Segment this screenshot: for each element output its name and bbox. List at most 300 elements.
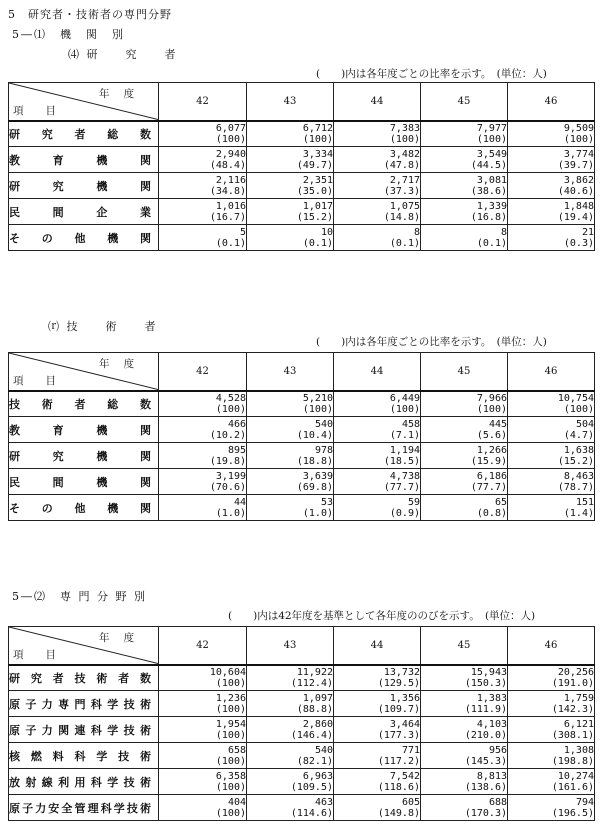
count-value: 1,759 bbox=[563, 692, 594, 704]
ratio-value: (40.6) bbox=[557, 185, 594, 197]
item-label: 項目 bbox=[13, 104, 78, 117]
ratio-value: (100) bbox=[215, 755, 246, 767]
year-header: 42 bbox=[159, 83, 247, 121]
ratio-value: (5.6) bbox=[476, 429, 507, 441]
value-cell bbox=[334, 391, 421, 417]
value-cell bbox=[159, 769, 247, 795]
row-label-text: 教育機関 bbox=[9, 423, 151, 437]
row-label bbox=[9, 743, 159, 769]
ratio-value: (37.3) bbox=[383, 185, 420, 197]
ratio-value: (146.4) bbox=[290, 729, 333, 741]
corner-header-cell bbox=[9, 83, 159, 121]
value-cell bbox=[247, 691, 334, 717]
ratio-value: (100) bbox=[215, 729, 246, 741]
ratio-value: (145.3) bbox=[464, 755, 507, 767]
count-value: 7,542 bbox=[389, 770, 420, 782]
count-value: 466 bbox=[227, 418, 246, 430]
table1-note: ( )内は各年度ごとの比率を示す。 (単位：人) bbox=[316, 68, 547, 80]
corner-header-cell bbox=[9, 627, 159, 665]
value-cell bbox=[247, 717, 334, 743]
ratio-value: (77.7) bbox=[383, 481, 420, 493]
count-value: 3,199 bbox=[215, 470, 246, 482]
row-label bbox=[9, 199, 159, 225]
value-cell bbox=[421, 417, 508, 443]
value-cell bbox=[508, 417, 595, 443]
table-row bbox=[9, 495, 595, 521]
value-cell bbox=[508, 443, 595, 469]
value-cell bbox=[247, 495, 334, 521]
value-cell bbox=[508, 665, 595, 691]
count-value: 3,549 bbox=[476, 148, 507, 160]
count-value: 3,081 bbox=[476, 174, 507, 186]
count-value: 4,738 bbox=[389, 470, 420, 482]
ratio-value: (138.6) bbox=[464, 781, 507, 793]
count-value: 1,194 bbox=[389, 444, 420, 456]
count-value: 9,509 bbox=[563, 122, 594, 134]
value-cell bbox=[421, 225, 508, 251]
ratio-value: (100) bbox=[563, 133, 594, 145]
ratio-value: (100) bbox=[302, 133, 333, 145]
ratio-value: (109.7) bbox=[377, 703, 420, 715]
ratio-value: (88.8) bbox=[296, 703, 333, 715]
count-value: 1,356 bbox=[389, 692, 420, 704]
year-header: 45 bbox=[421, 627, 508, 665]
value-cell bbox=[508, 225, 595, 251]
ratio-value: (170.3) bbox=[464, 807, 507, 819]
value-cell bbox=[508, 121, 595, 147]
value-cell bbox=[421, 717, 508, 743]
subsection-title-institution: 5―⑴ 機 関 別 bbox=[12, 28, 125, 41]
value-cell bbox=[334, 691, 421, 717]
value-cell bbox=[421, 199, 508, 225]
ratio-value: (308.1) bbox=[551, 729, 594, 741]
value-cell bbox=[159, 173, 247, 199]
ratio-value: (49.7) bbox=[296, 159, 333, 171]
ratio-value: (77.7) bbox=[470, 481, 507, 493]
row-label-text: 核燃料科学技術 bbox=[9, 749, 151, 763]
subsection-title-field: 5―⑵ 専 門 分 野 別 bbox=[12, 590, 147, 603]
year-label: 年度 bbox=[99, 88, 148, 100]
row-label bbox=[9, 391, 159, 417]
count-value: 2,940 bbox=[215, 148, 246, 160]
ratio-value: (150.3) bbox=[464, 677, 507, 689]
ratio-value: (34.8) bbox=[209, 185, 246, 197]
count-value: 3,639 bbox=[302, 470, 333, 482]
ratio-value: (149.8) bbox=[377, 807, 420, 819]
count-value: 5,210 bbox=[302, 392, 333, 404]
count-value: 1,016 bbox=[215, 200, 246, 212]
count-value: 445 bbox=[488, 418, 507, 430]
ratio-value: (44.5) bbox=[470, 159, 507, 171]
count-value: 540 bbox=[314, 418, 333, 430]
count-value: 13,732 bbox=[383, 666, 420, 678]
value-cell bbox=[421, 769, 508, 795]
ratio-value: (210.0) bbox=[464, 729, 507, 741]
year-header: 43 bbox=[247, 353, 334, 391]
count-value: 605 bbox=[401, 796, 420, 808]
table-row bbox=[9, 417, 595, 443]
ratio-value: (78.7) bbox=[557, 481, 594, 493]
ratio-value: (114.6) bbox=[290, 807, 333, 819]
count-value: 15,943 bbox=[470, 666, 507, 678]
count-value: 6,186 bbox=[476, 470, 507, 482]
count-value: 6,121 bbox=[563, 718, 594, 730]
value-cell bbox=[159, 391, 247, 417]
row-label-text: 教育機関 bbox=[9, 153, 151, 167]
table3-note: ( )内は42年度を基準として各年度ののびを示す。 (単位：人) bbox=[228, 610, 536, 622]
value-cell bbox=[334, 717, 421, 743]
count-value: 895 bbox=[227, 444, 246, 456]
ratio-value: (100) bbox=[563, 403, 594, 415]
value-cell bbox=[334, 199, 421, 225]
ratio-value: (100) bbox=[215, 807, 246, 819]
count-value: 6,358 bbox=[215, 770, 246, 782]
count-value: 6,449 bbox=[389, 392, 420, 404]
count-value: 1,848 bbox=[563, 200, 594, 212]
ratio-value: (15.2) bbox=[296, 211, 333, 223]
count-value: 7,977 bbox=[476, 122, 507, 134]
value-cell bbox=[159, 417, 247, 443]
ratio-value: (18.5) bbox=[383, 455, 420, 467]
ratio-value: (177.3) bbox=[377, 729, 420, 741]
value-cell bbox=[421, 443, 508, 469]
ratio-value: (70.6) bbox=[209, 481, 246, 493]
value-cell bbox=[334, 417, 421, 443]
row-label-text: その他機関 bbox=[9, 231, 151, 245]
ratio-value: (109.5) bbox=[290, 781, 333, 793]
value-cell bbox=[421, 469, 508, 495]
count-value: 7,966 bbox=[476, 392, 507, 404]
value-cell bbox=[508, 147, 595, 173]
value-cell bbox=[508, 173, 595, 199]
ratio-value: (1.0) bbox=[215, 507, 246, 519]
table-row bbox=[9, 199, 595, 225]
count-value: 2,860 bbox=[302, 718, 333, 730]
value-cell bbox=[421, 121, 508, 147]
value-cell bbox=[508, 795, 595, 821]
year-header: 46 bbox=[508, 353, 595, 391]
value-cell bbox=[334, 225, 421, 251]
value-cell bbox=[247, 225, 334, 251]
row-label-text: 原子力安全管理科学技術 bbox=[9, 801, 151, 815]
count-value: 458 bbox=[401, 418, 420, 430]
value-cell bbox=[159, 469, 247, 495]
ratio-value: (15.9) bbox=[470, 455, 507, 467]
table1-heading: ⑷ 研 究 者 bbox=[68, 48, 178, 61]
row-label-text: 放射線利用科学技術 bbox=[9, 775, 151, 789]
table-row bbox=[9, 391, 595, 417]
row-label bbox=[9, 173, 159, 199]
row-label bbox=[9, 225, 159, 251]
count-value: 3,464 bbox=[389, 718, 420, 730]
value-cell bbox=[159, 795, 247, 821]
row-label-text: 民間企業 bbox=[9, 205, 151, 219]
count-value: 504 bbox=[575, 418, 594, 430]
table-row bbox=[9, 795, 595, 821]
row-label bbox=[9, 665, 159, 691]
ratio-value: (142.3) bbox=[551, 703, 594, 715]
ratio-value: (82.1) bbox=[296, 755, 333, 767]
ratio-value: (100) bbox=[215, 703, 246, 715]
year-label: 年度 bbox=[99, 358, 148, 370]
item-label: 項目 bbox=[13, 374, 78, 387]
ratio-value: (19.8) bbox=[209, 455, 246, 467]
year-header: 46 bbox=[508, 627, 595, 665]
row-label bbox=[9, 691, 159, 717]
ratio-value: (48.4) bbox=[209, 159, 246, 171]
value-cell bbox=[421, 391, 508, 417]
count-value: 10 bbox=[320, 226, 333, 238]
ratio-value: (39.7) bbox=[557, 159, 594, 171]
count-value: 688 bbox=[488, 796, 507, 808]
row-label bbox=[9, 795, 159, 821]
count-value: 65 bbox=[494, 496, 507, 508]
ratio-value: (69.8) bbox=[296, 481, 333, 493]
row-label bbox=[9, 147, 159, 173]
count-value: 1,638 bbox=[563, 444, 594, 456]
row-label-text: 研究機関 bbox=[9, 179, 151, 193]
count-value: 1,383 bbox=[476, 692, 507, 704]
year-header: 44 bbox=[334, 627, 421, 665]
value-cell bbox=[334, 495, 421, 521]
row-label bbox=[9, 769, 159, 795]
count-value: 794 bbox=[575, 796, 594, 808]
count-value: 8 bbox=[413, 226, 420, 238]
section-title: 5 研究者・技術者の専門分野 bbox=[8, 8, 172, 21]
count-value: 978 bbox=[314, 444, 333, 456]
ratio-value: (19.4) bbox=[557, 211, 594, 223]
year-header: 45 bbox=[421, 83, 508, 121]
row-label bbox=[9, 717, 159, 743]
ratio-value: (100) bbox=[215, 781, 246, 793]
ratio-value: (0.9) bbox=[389, 507, 420, 519]
count-value: 4,528 bbox=[215, 392, 246, 404]
ratio-value: (100) bbox=[215, 403, 246, 415]
year-header: 46 bbox=[508, 83, 595, 121]
row-label-text: 原子力関連科学技術 bbox=[9, 723, 151, 737]
value-cell bbox=[247, 147, 334, 173]
count-value: 3,482 bbox=[389, 148, 420, 160]
row-label bbox=[9, 443, 159, 469]
value-cell bbox=[334, 743, 421, 769]
count-value: 956 bbox=[488, 744, 507, 756]
ratio-value: (129.5) bbox=[377, 677, 420, 689]
ratio-value: (47.8) bbox=[383, 159, 420, 171]
ratio-value: (10.4) bbox=[296, 429, 333, 441]
ratio-value: (198.8) bbox=[551, 755, 594, 767]
count-value: 1,266 bbox=[476, 444, 507, 456]
value-cell bbox=[421, 743, 508, 769]
ratio-value: (38.6) bbox=[470, 185, 507, 197]
value-cell bbox=[247, 199, 334, 225]
count-value: 6,712 bbox=[302, 122, 333, 134]
count-value: 1,339 bbox=[476, 200, 507, 212]
ratio-value: (100) bbox=[389, 133, 420, 145]
year-header: 43 bbox=[247, 83, 334, 121]
table-row bbox=[9, 769, 595, 795]
corner-header-cell bbox=[9, 353, 159, 391]
value-cell bbox=[508, 199, 595, 225]
ratio-value: (14.8) bbox=[383, 211, 420, 223]
ratio-value: (1.0) bbox=[302, 507, 333, 519]
ratio-value: (1.4) bbox=[563, 507, 594, 519]
ratio-value: (10.2) bbox=[209, 429, 246, 441]
ratio-value: (100) bbox=[476, 133, 507, 145]
count-value: 5 bbox=[239, 226, 246, 238]
value-cell bbox=[247, 795, 334, 821]
value-cell bbox=[159, 443, 247, 469]
table-row bbox=[9, 225, 595, 251]
value-cell bbox=[334, 443, 421, 469]
value-cell bbox=[334, 147, 421, 173]
value-cell bbox=[247, 121, 334, 147]
row-label bbox=[9, 121, 159, 147]
count-value: 1,236 bbox=[215, 692, 246, 704]
count-value: 20,256 bbox=[557, 666, 594, 678]
table-row bbox=[9, 173, 595, 199]
count-value: 2,717 bbox=[389, 174, 420, 186]
ratio-value: (16.8) bbox=[470, 211, 507, 223]
count-value: 6,963 bbox=[302, 770, 333, 782]
value-cell bbox=[159, 121, 247, 147]
count-value: 1,017 bbox=[302, 200, 333, 212]
value-cell bbox=[508, 495, 595, 521]
table-row bbox=[9, 743, 595, 769]
ratio-value: (100) bbox=[215, 133, 246, 145]
ratio-value: (0.1) bbox=[476, 237, 507, 249]
ratio-value: (100) bbox=[476, 403, 507, 415]
count-value: 3,862 bbox=[563, 174, 594, 186]
ratio-value: (15.2) bbox=[557, 455, 594, 467]
value-cell bbox=[247, 443, 334, 469]
value-cell bbox=[334, 469, 421, 495]
ratio-value: (0.1) bbox=[215, 237, 246, 249]
row-label bbox=[9, 469, 159, 495]
value-cell bbox=[159, 691, 247, 717]
value-cell bbox=[421, 147, 508, 173]
value-cell bbox=[508, 691, 595, 717]
count-value: 1,097 bbox=[302, 692, 333, 704]
researchers-table bbox=[8, 82, 595, 251]
ratio-value: (100) bbox=[389, 403, 420, 415]
value-cell bbox=[159, 717, 247, 743]
ratio-value: (0.3) bbox=[563, 237, 594, 249]
ratio-value: (0.8) bbox=[476, 507, 507, 519]
row-label bbox=[9, 495, 159, 521]
count-value: 11,922 bbox=[296, 666, 333, 678]
value-cell bbox=[421, 665, 508, 691]
value-cell bbox=[421, 691, 508, 717]
value-cell bbox=[334, 665, 421, 691]
year-header: 44 bbox=[334, 353, 421, 391]
value-cell bbox=[334, 769, 421, 795]
count-value: 6,077 bbox=[215, 122, 246, 134]
value-cell bbox=[247, 173, 334, 199]
row-label-text: 民間機関 bbox=[9, 475, 151, 489]
value-cell bbox=[247, 665, 334, 691]
count-value: 8 bbox=[500, 226, 507, 238]
value-cell bbox=[421, 495, 508, 521]
table2-heading: ⒭ 技 術 者 bbox=[48, 320, 158, 333]
value-cell bbox=[508, 717, 595, 743]
count-value: 7,383 bbox=[389, 122, 420, 134]
ratio-value: (0.1) bbox=[302, 237, 333, 249]
count-value: 2,116 bbox=[215, 174, 246, 186]
ratio-value: (196.5) bbox=[551, 807, 594, 819]
count-value: 8,813 bbox=[476, 770, 507, 782]
value-cell bbox=[508, 391, 595, 417]
table-row bbox=[9, 443, 595, 469]
ratio-value: (118.6) bbox=[377, 781, 420, 793]
count-value: 53 bbox=[320, 496, 333, 508]
ratio-value: (112.4) bbox=[290, 677, 333, 689]
table-row bbox=[9, 665, 595, 691]
ratio-value: (35.0) bbox=[296, 185, 333, 197]
table-row bbox=[9, 121, 595, 147]
count-value: 59 bbox=[407, 496, 420, 508]
value-cell bbox=[334, 795, 421, 821]
value-cell bbox=[508, 769, 595, 795]
ratio-value: (16.7) bbox=[209, 211, 246, 223]
count-value: 151 bbox=[575, 496, 594, 508]
row-label-text: その他機関 bbox=[9, 501, 151, 515]
year-header: 42 bbox=[159, 627, 247, 665]
count-value: 2,351 bbox=[302, 174, 333, 186]
value-cell bbox=[159, 665, 247, 691]
year-header: 42 bbox=[159, 353, 247, 391]
table2-note: ( )内は各年度ごとの比率を示す。 (単位：人) bbox=[316, 336, 547, 348]
count-value: 1,308 bbox=[563, 744, 594, 756]
count-value: 3,334 bbox=[302, 148, 333, 160]
ratio-value: (100) bbox=[215, 677, 246, 689]
value-cell bbox=[159, 495, 247, 521]
ratio-value: (0.1) bbox=[389, 237, 420, 249]
table-row bbox=[9, 691, 595, 717]
ratio-value: (18.8) bbox=[296, 455, 333, 467]
count-value: 658 bbox=[227, 744, 246, 756]
row-label-text: 研究者技術者数 bbox=[9, 671, 151, 685]
engineers-table bbox=[8, 352, 595, 521]
year-header: 44 bbox=[334, 83, 421, 121]
year-header: 43 bbox=[247, 627, 334, 665]
count-value: 771 bbox=[401, 744, 420, 756]
table-row bbox=[9, 469, 595, 495]
count-value: 10,754 bbox=[557, 392, 594, 404]
row-label-text: 研究機関 bbox=[9, 449, 151, 463]
value-cell bbox=[334, 173, 421, 199]
value-cell bbox=[247, 417, 334, 443]
value-cell bbox=[159, 199, 247, 225]
ratio-value: (117.2) bbox=[377, 755, 420, 767]
count-value: 4,103 bbox=[476, 718, 507, 730]
value-cell bbox=[247, 469, 334, 495]
year-header: 45 bbox=[421, 353, 508, 391]
value-cell bbox=[159, 225, 247, 251]
count-value: 10,274 bbox=[557, 770, 594, 782]
value-cell bbox=[159, 743, 247, 769]
count-value: 1,954 bbox=[215, 718, 246, 730]
count-value: 540 bbox=[314, 744, 333, 756]
value-cell bbox=[159, 147, 247, 173]
ratio-value: (191.0) bbox=[551, 677, 594, 689]
field-table bbox=[8, 626, 595, 821]
count-value: 10,604 bbox=[209, 666, 246, 678]
value-cell bbox=[421, 795, 508, 821]
value-cell bbox=[247, 391, 334, 417]
count-value: 3,774 bbox=[563, 148, 594, 160]
count-value: 21 bbox=[581, 226, 594, 238]
count-value: 1,075 bbox=[389, 200, 420, 212]
